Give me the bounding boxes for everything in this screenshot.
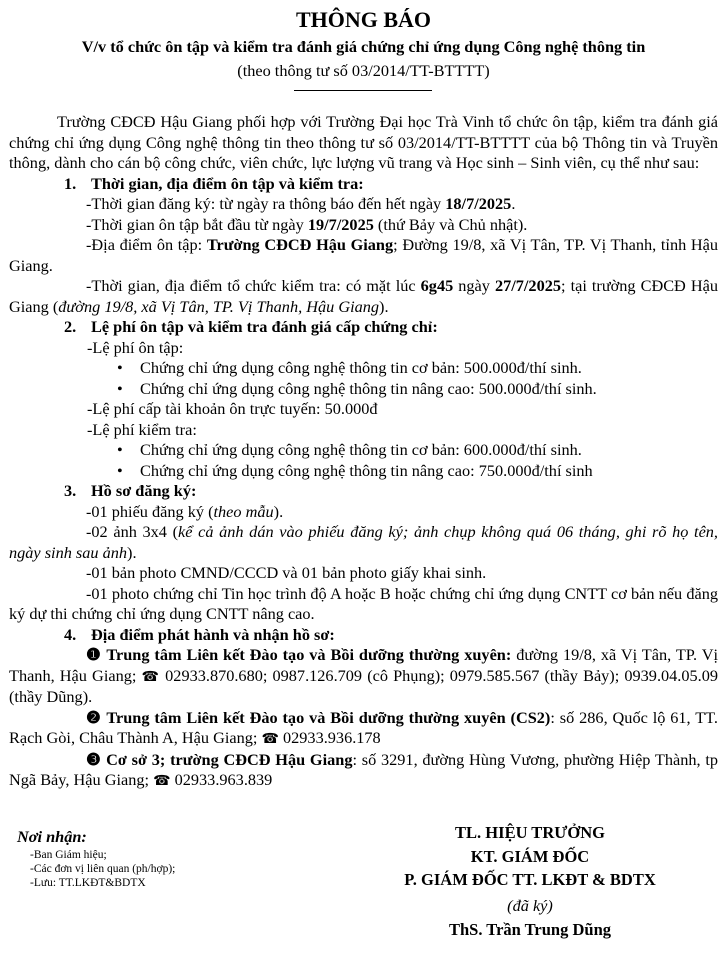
section-number: 4. xyxy=(64,624,77,644)
online-account-fee: -Lệ phí cấp tài khoản ôn trực tuyến: 50.000đ xyxy=(87,399,378,418)
section-number: 1. xyxy=(64,173,77,193)
document-title: THÔNG BÁO xyxy=(295,7,432,32)
registration-time: -Thời gian đăng ký: từ ngày ra thông báo đến hết ngày 18/7/2025. xyxy=(86,194,516,213)
section-title: Địa điểm phát hành và nhận hồ sơ: xyxy=(91,624,335,644)
section-number: 3. xyxy=(64,481,77,500)
phone-icon: ☎ xyxy=(153,773,171,789)
recipient-item: -Ban Giám hiệu; xyxy=(30,848,107,861)
recipients-heading: Nơi nhận: xyxy=(17,827,87,846)
section-number: 2. xyxy=(64,317,77,336)
section-title: Thời gian, địa điểm ôn tập và kiểm tra: xyxy=(91,173,364,193)
number-3-icon: ❸ xyxy=(86,749,102,769)
signer-line-1: TL. HIỆU TRƯỞNG xyxy=(455,823,605,842)
legal-basis: (theo thông tư số 03/2014/TT-BTTTT) xyxy=(237,61,490,80)
section-2-heading xyxy=(9,317,718,338)
document-subtitle: V/v tổ chức ôn tập và kiểm tra đánh giá chứng chỉ ứng dụng Công nghệ thông tin xyxy=(81,37,646,56)
review-start: -Thời gian ôn tập bắt đầu từ ngày 19/7/2025 (thứ Bảy và Chủ nhật). xyxy=(86,214,528,234)
title-underline xyxy=(294,90,432,91)
number-1-icon: ❶ xyxy=(86,645,102,664)
section-3-heading xyxy=(9,481,718,502)
exam-fee-label: -Lệ phí kiểm tra: xyxy=(87,419,197,439)
phone-icon: ☎ xyxy=(141,668,161,685)
signer-name: ThS. Trần Trung Dũng xyxy=(448,920,612,939)
intro-paragraph: Trường CĐCĐ Hậu Giang phối hợp với Trường Đại học Trà Vinh tổ chức ôn tập, kiểm tra đánh giá chứng chỉ ứng dụng Công nghệ thông tin theo thông tư số 03/2014/TT-BTTTT của bộ Thông tin và Truyền thông, dành cho cán bộ công chức, viên chức, lực lượng vũ trang và Học sinh – Sinh viên, cụ thể như sau: xyxy=(9,112,718,172)
location-2: ❷ Trung tâm Liên kết Đào tạo và Bồi dưỡng thường xuyên (CS2): số 286, Quốc lộ 61, TT. Rạch Gòi, Châu Thành A, Hậu Giang; ☎ 02933.936.178 xyxy=(9,707,718,747)
section-title: Lệ phí ôn tập và kiểm tra đánh giá cấp chứng chỉ: xyxy=(91,317,438,336)
list-item: • Chứng chỉ ứng dụng công nghệ thông tin cơ bản: 600.000đ/thí sinh. xyxy=(117,440,582,459)
list-item: • Chứng chỉ ứng dụng công nghệ thông tin nâng cao: 750.000đ/thí sinh xyxy=(117,460,593,480)
signer-line-2: KT. GIÁM ĐỐC xyxy=(470,846,590,866)
exam-time-location: -Thời gian, địa điểm tổ chức kiểm tra: có mặt lúc 6g45 ngày 27/7/2025; tại trường CĐCĐ Hậu Giang (đường 19/8, xã Vị Tân, TP. Vị Thanh, Hậu Giang). xyxy=(9,276,718,316)
list-item: • Chứng chỉ ứng dụng công nghệ thông tin cơ bản: 500.000đ/thí sinh. xyxy=(117,358,582,377)
number-2-icon: ❷ xyxy=(86,707,102,727)
signature-block xyxy=(370,821,690,942)
list-item: • Chứng chỉ ứng dụng công nghệ thông tin nâng cao: 500.000đ/thí sinh. xyxy=(117,378,597,398)
recipients-block xyxy=(17,827,267,890)
recipient-item: -Các đơn vị liên quan (ph/hợp); xyxy=(30,862,176,875)
signed-note: (đã ký) xyxy=(507,895,553,915)
document-item: -01 photo chứng chỉ Tin học trình độ A hoặc B hoặc chứng chỉ ứng dụng CNTT cơ bản nếu đăng ký dự thi chứng chỉ ứng dụng CNTT nâng cao. xyxy=(9,583,718,623)
location-1: ❶ Trung tâm Liên kết Đào tạo và Bồi dưỡng thường xuyên: đường 19/8, xã Vị Tân, TP. Vị Thanh, Hậu Giang; ☎ 02933.870.680; 0987.126.709 (cô Phụng); 0979.585.567 (thầy Bảy); 0939.04.05.09 (thầy Dũng). xyxy=(9,645,719,706)
review-fee-label: -Lệ phí ôn tập: xyxy=(87,337,184,357)
section-4-heading xyxy=(9,625,718,646)
review-location: -Địa điểm ôn tập: Trường CĐCĐ Hậu Giang; Đường 19/8, xã Vị Tân, TP. Vị Thanh, tỉnh Hậu Giang. xyxy=(9,235,719,275)
location-3: ❸ Cơ sở 3; trường CĐCĐ Hậu Giang: số 3291, đường Hùng Vương, phường Hiệp Thành, tp Ngã Bảy, Hậu Giang; ☎ 02933.963.839 xyxy=(9,749,719,789)
document-item: -01 phiếu đăng ký (theo mẫu). xyxy=(86,501,284,521)
notice-body xyxy=(9,112,718,792)
document-item: -02 ảnh 3x4 (kể cả ảnh dán vào phiếu đăng ký; ảnh chụp không quá 06 tháng, ghi rõ họ tên, ngày sinh sau ảnh). xyxy=(9,522,719,562)
recipient-item: -Lưu: TT.LKĐT&BDTX xyxy=(30,876,146,889)
section-title: Hồ sơ đăng ký: xyxy=(91,481,197,500)
phone-icon: ☎ xyxy=(261,731,279,747)
signer-line-3: P. GIÁM ĐỐC TT. LKĐT & BDTX xyxy=(404,870,656,889)
section-1-heading xyxy=(9,174,718,195)
document-item: -01 bản photo CMND/CCCD và 01 bản photo giấy khai sinh. xyxy=(86,563,487,582)
